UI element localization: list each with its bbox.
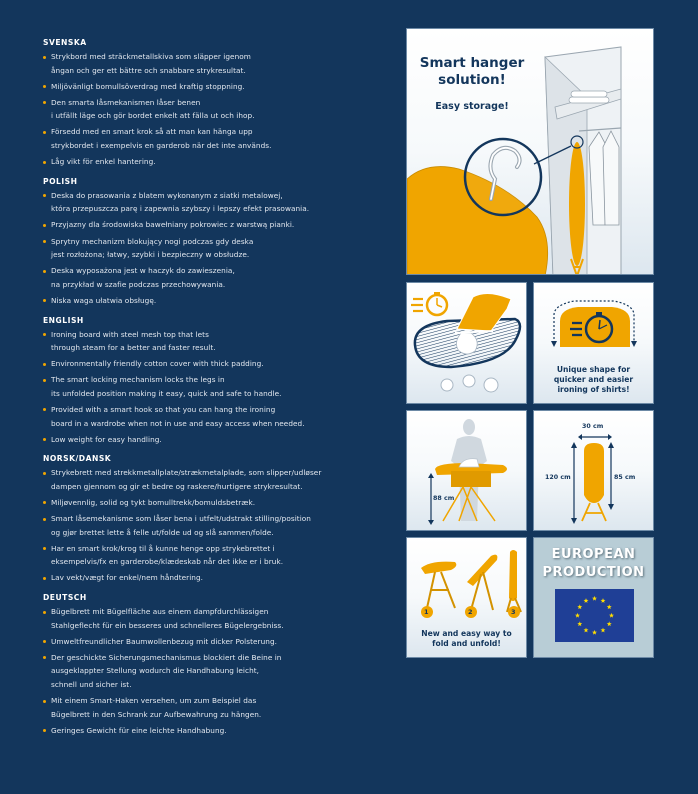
eu-flag-icon bbox=[534, 538, 654, 658]
bullet-item bbox=[43, 571, 388, 585]
bullet-dot-icon bbox=[43, 700, 46, 703]
bullet-item bbox=[43, 235, 388, 262]
bullet-dot-icon bbox=[43, 363, 46, 366]
unique-shape-panel bbox=[533, 282, 654, 404]
bullet-dot-icon bbox=[43, 224, 46, 227]
step-badge-1: 1 bbox=[424, 608, 429, 616]
bullet-item bbox=[43, 264, 388, 291]
stopwatch-icon bbox=[411, 292, 447, 315]
bullet-text: Deska wyposażona jest w haczyk do zawieszenia, na przykład w szafie podczas przechowywania. bbox=[51, 266, 235, 289]
lang-section-polish bbox=[43, 176, 388, 308]
european-production-panel bbox=[533, 537, 654, 658]
bullet-text: Geringes Gewicht für eine leichte Handhabung. bbox=[51, 725, 227, 735]
bullet-text: Umweltfreundlicher Baumwollenbezug mit dicker Polsterung. bbox=[51, 636, 278, 646]
steam-iron-mesh-board-illustration bbox=[407, 283, 527, 404]
bullet-dot-icon bbox=[43, 408, 46, 411]
smart-hanger-panel bbox=[406, 28, 654, 275]
bullet-dot-icon bbox=[43, 656, 46, 659]
bullet-item bbox=[43, 466, 388, 493]
hanger-title: Smart hanger solution! bbox=[419, 55, 525, 88]
bullet-dot-icon bbox=[43, 379, 46, 382]
bullet-dot-icon bbox=[43, 56, 46, 59]
fold-unfold-panel bbox=[406, 537, 527, 658]
bullet-text: Strykbord med sträckmetallskiva som släpper igenom ångan och ger ett bättre och snabbare strykresultat. bbox=[51, 52, 251, 75]
lang-section-svenska bbox=[43, 37, 388, 169]
bullet-dot-icon bbox=[43, 640, 46, 643]
bullet-dot-icon bbox=[43, 577, 46, 580]
section-heading: DEUTSCH bbox=[43, 593, 87, 602]
bullet-item bbox=[43, 96, 388, 123]
bullet-item bbox=[43, 496, 388, 510]
bullet-dot-icon bbox=[43, 518, 46, 521]
european-production-title: EUROPEAN PRODUCTION bbox=[542, 547, 645, 580]
lang-section-deutsch bbox=[43, 592, 388, 737]
step-badge-3: 3 bbox=[511, 608, 516, 616]
bullet-item bbox=[43, 635, 388, 649]
bullet-text: Bügelbrett mit Bügelfläche aus einem dampfdurchlässigen Stahlgeflecht für ein besseres und schnelleres Bügelergebniss. bbox=[51, 607, 284, 630]
bullet-item bbox=[43, 80, 388, 94]
bullet-text: Der geschickte Sicherungsmechanismus blockiert die Beine in ausgeklappter Stellung wodurch die Handhabung leicht, schnell und sicher ist. bbox=[51, 652, 282, 689]
bullet-text: Environmentally friendly cotton cover with thick padding. bbox=[51, 359, 264, 369]
bullet-item bbox=[43, 373, 388, 400]
bullet-text: Den smarta låsmekanismen låser benen i utfällt läge och gör bordet enkelt att fälla ut och ihop. bbox=[51, 97, 255, 121]
feature-text-column bbox=[43, 37, 388, 744]
bullet-item bbox=[43, 328, 388, 355]
bullet-text: Niska waga ułatwia obsługę. bbox=[51, 295, 157, 305]
bullet-dot-icon bbox=[43, 101, 46, 104]
section-heading: SVENSKA bbox=[43, 38, 87, 47]
board-height-label: 85 cm bbox=[614, 474, 636, 481]
bullet-dot-icon bbox=[43, 472, 46, 475]
bullet-item bbox=[43, 542, 388, 569]
bullet-item bbox=[43, 125, 388, 152]
bullet-dot-icon bbox=[43, 194, 46, 197]
shape-caption: Unique shape for quicker and easier ironing of shirts! bbox=[553, 365, 634, 394]
total-height-label: 120 cm bbox=[545, 474, 571, 481]
bullet-text: Har en smart krok/krog til å kunne henge opp strykebrettet i eksempelvis/fx en garderobe/klædeskab når det ikke er i bruk. bbox=[51, 543, 284, 567]
bullet-dot-icon bbox=[43, 333, 46, 336]
bullet-item bbox=[43, 155, 388, 169]
bullet-text: Low weight for easy handling. bbox=[51, 434, 162, 444]
bullet-text: Försedd med en smart krok så att man kan hänga upp strykbordet i exempelvis en garderob när det inte används. bbox=[51, 127, 272, 151]
bullet-text: Lav vekt/vægt for enkel/nem håndtering. bbox=[51, 573, 204, 583]
bullet-item bbox=[43, 512, 388, 539]
bullet-item bbox=[43, 218, 388, 232]
lang-section-norsk-dansk bbox=[43, 453, 388, 585]
step-badge-2: 2 bbox=[468, 608, 473, 616]
section-heading: POLISH bbox=[43, 176, 78, 186]
section-heading: NORSK/DANSK bbox=[43, 454, 112, 464]
bullet-dot-icon bbox=[43, 240, 46, 243]
bullet-dot-icon bbox=[43, 547, 46, 550]
bullet-dot-icon bbox=[43, 270, 46, 273]
bullet-text: Strykebrett med strekkmetallplate/strækmetalplade, som slipper/udløser dampen gjennom og gir et bedre og raskere/hurtigere strykresultat. bbox=[51, 468, 322, 491]
dimensions-panel bbox=[533, 410, 654, 531]
bullet-text: Smart låsemekanisme som låser bena i utfelt/udstrakt stilling/position og gjør brettet lette å felle ut/folde ud og slå sammen/folde. bbox=[51, 514, 311, 537]
bullet-item bbox=[43, 433, 388, 447]
bullet-item bbox=[43, 605, 388, 632]
bullet-text: The smart locking mechanism locks the legs in its unfolded position making it easy, quick and safe to handle. bbox=[51, 375, 282, 398]
bullet-dot-icon bbox=[43, 501, 46, 504]
bullet-text: Deska do prasowania z blatem wykonanym z siatki metalowej, która przepuszcza parę i zapewnia szybszy i lepszy efekt prasowania. bbox=[51, 190, 310, 214]
bullet-dot-icon bbox=[43, 438, 46, 441]
bullet-text: Miljøvennlig, solid og tykt bomulltrekk/bomuldsbetræk. bbox=[51, 497, 256, 507]
bullet-text: Miljövänligt bomullsöverdrag med kraftig stoppning. bbox=[51, 81, 245, 91]
bullet-item bbox=[43, 724, 388, 738]
person-ironing-illustration bbox=[407, 411, 527, 531]
bullet-text: Przyjazny dla środowiska bawełniany pokrowiec z warstwą pianki. bbox=[51, 220, 295, 230]
bullet-item bbox=[43, 357, 388, 371]
fold-caption: New and easy way to fold and unfold! bbox=[421, 629, 512, 648]
bullet-dot-icon bbox=[43, 161, 46, 164]
bullet-dot-icon bbox=[43, 729, 46, 732]
hanger-subtitle: Easy storage! bbox=[435, 101, 509, 112]
width-label: 30 cm bbox=[582, 423, 604, 430]
bullet-item bbox=[43, 694, 388, 721]
bullet-text: Mit einem Smart-Haken versehen, um zum Beispiel das Bügelbrett in den Schrank zur Aufbewahrung zu hängen. bbox=[51, 696, 262, 719]
bullet-item bbox=[43, 50, 388, 77]
steam-mesh-panel bbox=[406, 282, 527, 404]
bullet-item bbox=[43, 651, 388, 692]
lang-section-english bbox=[43, 315, 388, 447]
working-height-panel bbox=[406, 410, 527, 531]
bullet-item bbox=[43, 189, 388, 216]
bullet-text: Sprytny mechanizm blokujący nogi podczas gdy deska jest rozłożona; łatwy, szybki i bezpieczny w obsłudze. bbox=[51, 236, 254, 260]
bullet-item bbox=[43, 294, 388, 308]
bullet-text: Provided with a smart hook so that you can hang the ironing board in a wardrobe when not in use and easy access when needed. bbox=[51, 404, 305, 428]
bullet-text: Ironing board with steel mesh top that lets through steam for a better and faster result. bbox=[51, 329, 216, 353]
bullet-dot-icon bbox=[43, 611, 46, 614]
bullet-dot-icon bbox=[43, 131, 46, 134]
bullet-item bbox=[43, 403, 388, 430]
bullet-dot-icon bbox=[43, 299, 46, 302]
bullet-text: Låg vikt för enkel hantering. bbox=[51, 157, 156, 167]
bullet-dot-icon bbox=[43, 85, 46, 88]
height-label-88: 88 cm bbox=[433, 495, 455, 502]
section-heading: ENGLISH bbox=[43, 315, 84, 325]
